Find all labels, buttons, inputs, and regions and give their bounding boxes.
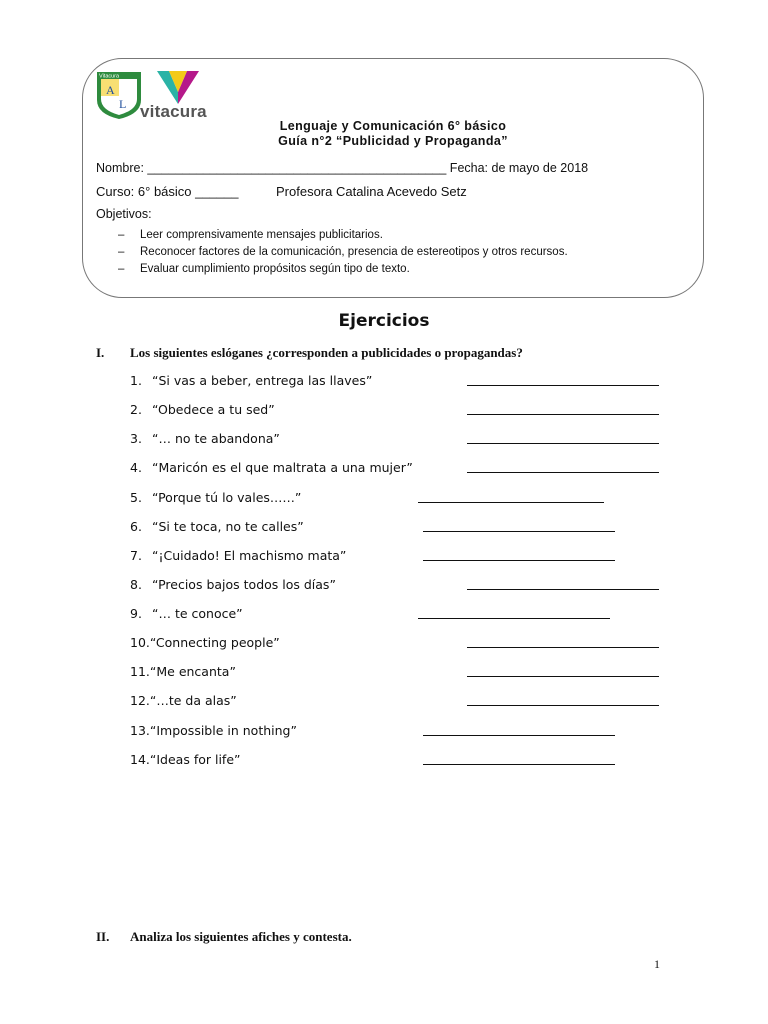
slogan-text: “Obedece a tu sed” xyxy=(152,402,275,417)
slogan-text: “…te da alas” xyxy=(149,693,237,708)
profesora-line: Profesora Catalina Acevedo Setz xyxy=(276,184,467,199)
objetivo-text: Reconocer factores de la comunicación, presencia de estereotipos y otros recursos. xyxy=(140,246,568,258)
slogan-text: “Precios bajos todos los días” xyxy=(152,577,336,592)
slogan-number: 7. xyxy=(130,548,142,563)
objetivos-label: Objetivos: xyxy=(96,207,152,221)
course-title: Lenguaje y Comunicación 6° básico xyxy=(279,119,507,133)
slogan-item xyxy=(130,460,413,475)
school-shield-logo xyxy=(95,70,143,120)
objetivo-text: Evaluar cumplimiento propósitos según tipo de texto. xyxy=(140,263,410,275)
curso-line: Curso: 6° básico ______ xyxy=(96,184,239,199)
slogan-text: “Porque tú lo vales……” xyxy=(152,490,302,505)
answer-line[interactable] xyxy=(467,385,659,386)
slogan-number: 4. xyxy=(130,460,142,475)
slogan-item xyxy=(130,577,336,592)
answer-line[interactable] xyxy=(467,589,659,590)
nombre-fecha-line: Nombre: ___________________________________________ Fecha: de mayo de 2018 xyxy=(96,161,589,175)
slogan-item xyxy=(130,373,372,388)
slogan-item xyxy=(130,490,301,505)
page-number: 1 xyxy=(654,957,660,971)
objetivo-dash: – xyxy=(118,229,125,241)
answer-line[interactable] xyxy=(467,414,659,415)
answer-line[interactable] xyxy=(467,705,659,706)
objetivo-item xyxy=(118,263,410,275)
slogan-number: 14. xyxy=(130,752,150,767)
objetivo-item xyxy=(118,229,383,241)
slogan-item xyxy=(130,548,346,563)
vitacura-wordmark: vitacura xyxy=(140,102,207,121)
section-2-roman: II. xyxy=(96,929,110,944)
answer-line[interactable] xyxy=(423,560,615,561)
answer-line[interactable] xyxy=(423,531,615,532)
objetivo-dash: – xyxy=(118,246,125,258)
slogan-item xyxy=(130,664,236,679)
answer-line[interactable] xyxy=(423,735,615,736)
slogan-text: “Maricón es el que maltrata a una mujer” xyxy=(152,460,413,475)
answer-line[interactable] xyxy=(418,502,604,503)
section-2-text: Analiza los siguientes afiches y contesta. xyxy=(130,929,352,944)
slogan-text: “Impossible in nothing” xyxy=(149,723,297,738)
slogan-item xyxy=(130,752,241,767)
slogan-item xyxy=(130,606,243,621)
objetivo-text: Leer comprensivamente mensajes publicitarios. xyxy=(140,229,383,241)
slogan-item xyxy=(130,693,237,708)
slogan-text: “Si vas a beber, entrega las llaves” xyxy=(152,373,373,388)
shield-letter-a: A xyxy=(106,83,115,97)
slogan-text: “Si te toca, no te calles” xyxy=(152,519,304,534)
slogan-text: “¡Cuidado! El machismo mata” xyxy=(152,548,347,563)
section-1-heading xyxy=(96,345,523,361)
slogan-item xyxy=(130,402,275,417)
answer-line[interactable] xyxy=(423,764,615,765)
slogan-number: 10. xyxy=(130,635,150,650)
ejercicios-title: Ejercicios xyxy=(338,311,430,331)
answer-line[interactable] xyxy=(467,647,659,648)
slogan-number: 8. xyxy=(130,577,142,592)
slogan-number: 5. xyxy=(130,490,142,505)
slogan-number: 9. xyxy=(130,606,142,621)
slogan-text: “Ideas for life” xyxy=(149,752,241,767)
answer-line[interactable] xyxy=(418,618,610,619)
slogan-number: 13. xyxy=(130,723,150,738)
slogan-number: 2. xyxy=(130,402,142,417)
objetivo-item xyxy=(118,246,568,258)
answer-line[interactable] xyxy=(467,472,659,473)
slogan-item xyxy=(130,723,297,738)
slogan-text: “Connecting people” xyxy=(149,635,280,650)
guide-title: Guía n°2 “Publicidad y Propaganda” xyxy=(278,134,508,148)
slogan-text: “… te conoce” xyxy=(152,606,243,621)
section-2-heading xyxy=(96,929,352,945)
slogan-text: “Me encanta” xyxy=(149,664,236,679)
slogan-number: 1. xyxy=(130,373,142,388)
vitacura-v-logo xyxy=(156,70,200,106)
answer-line[interactable] xyxy=(467,676,659,677)
answer-line[interactable] xyxy=(467,443,659,444)
slogan-item xyxy=(130,431,280,446)
slogan-number: 6. xyxy=(130,519,142,534)
slogan-number: 3. xyxy=(130,431,142,446)
objetivo-dash: – xyxy=(118,263,125,275)
slogan-item xyxy=(130,635,280,650)
slogan-number: 11. xyxy=(130,664,150,679)
shield-letter-l: L xyxy=(119,97,127,111)
shield-small-text: Vitacura xyxy=(99,73,120,80)
section-1-text: Los siguientes eslóganes ¿corresponden a publicidades o propagandas? xyxy=(130,345,523,360)
slogan-item xyxy=(130,519,304,534)
slogan-number: 12. xyxy=(130,693,150,708)
slogan-text: “… no te abandona” xyxy=(152,431,280,446)
section-1-roman: I. xyxy=(96,345,105,360)
